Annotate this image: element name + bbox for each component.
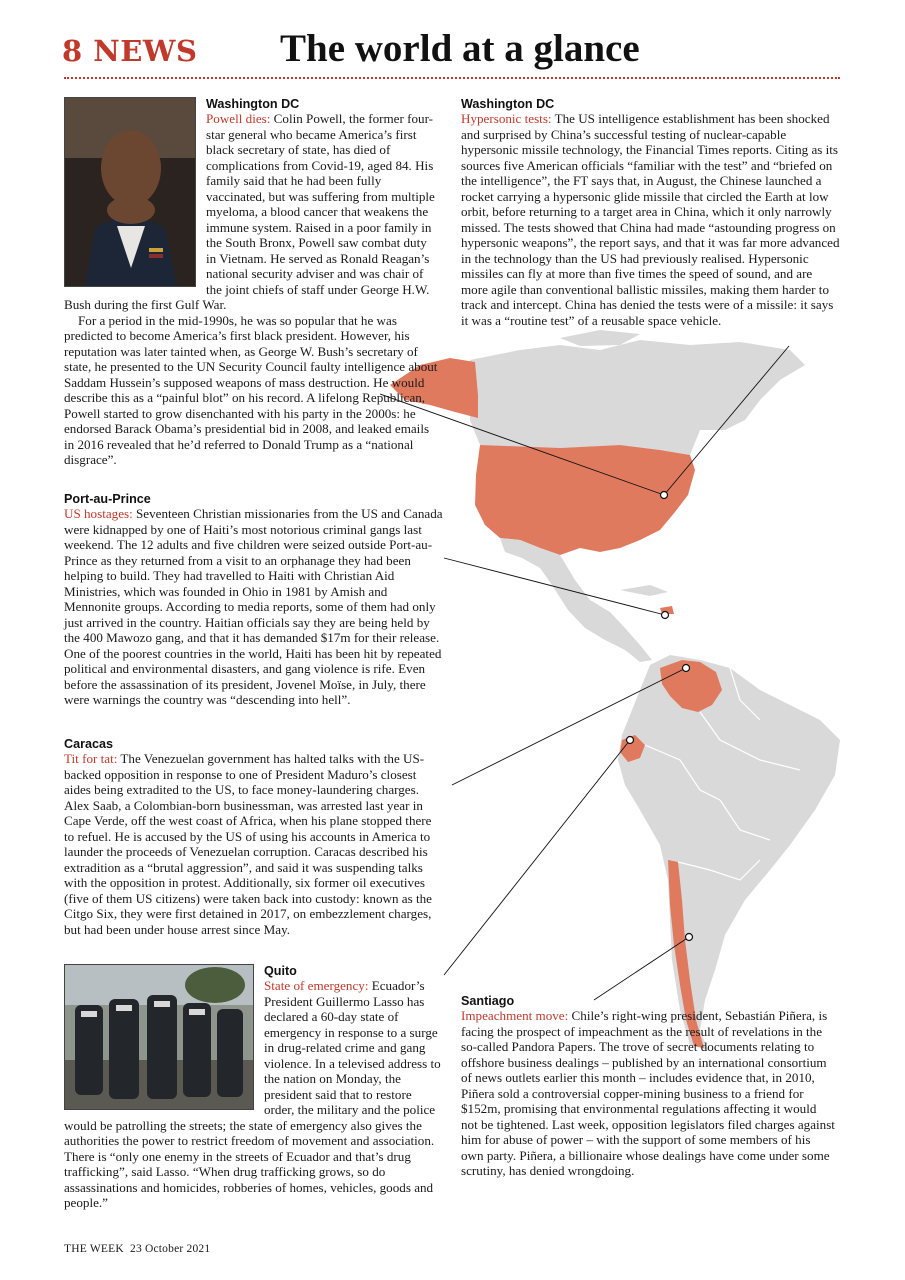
- story-location: Caracas: [64, 737, 114, 751]
- story-location: Washington DC: [206, 97, 300, 111]
- story-lead: State of emergency:: [264, 978, 369, 993]
- story-powell: [64, 97, 439, 468]
- page-number: 8: [62, 34, 83, 68]
- story-body-continued: For a period in the mid-1990s, he was so popular that he was predicted to become America’s first black president. However, his reputation was later tainted when, as George W. Bush’s secretary of state, he presented to the UN Security Council faulty intelligence about Saddam Hussein’s supposed weapons of mass destruction. He would describe this as a “painful blot” on his record. A lifelong Republican, Powell started to grow disenchanted with his party in the 2000s: he endorsed Barack Obama’s presidential bid in 2008, and leaked emails in 2016 revealed that he’d referred to Donald Trump as a “national disgrace”.: [64, 312, 438, 467]
- powell-photo: [64, 97, 196, 287]
- page-footer: [64, 1243, 210, 1255]
- marker-washington: [661, 492, 668, 499]
- map-south-america: [618, 655, 840, 1050]
- story-quito: [64, 964, 444, 1211]
- story-location: Santiago: [461, 994, 515, 1008]
- soldiers-image: [65, 965, 253, 1109]
- story-caracas: [64, 737, 439, 937]
- story-lead: Powell dies:: [206, 111, 271, 126]
- story-santiago: [461, 994, 836, 1179]
- map-usa: [475, 445, 695, 555]
- story-lead: Tit for tat:: [64, 751, 118, 766]
- story-lead: Impeachment move:: [461, 1008, 569, 1023]
- issue-date: 23 October 2021: [130, 1243, 211, 1255]
- map-mexico: [500, 538, 652, 662]
- story-body: Ecuador’s President Guillermo Lasso has declared a 60-day state of emergency in response to a surge in drug-related crime and gang violence. In a televised address to the nation on Monday, the president said that to restore order, the military and the police would be patrolling the streets; the state of emergency also gives the authorities the power to restrict freedom of movement and association. There is “only one enemy in the streets of Ecuador and that’s drug trafficking”, said Lasso. “When drug trafficking grows, so do assassinations and homicides, robberies of homes, vehicles, goods and people.”: [64, 978, 441, 1210]
- map-canada: [470, 340, 805, 455]
- marker-port-au-prince: [662, 612, 669, 619]
- story-location: Port-au-Prince: [64, 492, 151, 506]
- story-body: The US intelligence establishment has been shocked and surprised by China’s successful testing of nuclear-capable hypersonic missile technology, the Financial Times reports. Citing as its sources five American officials “familiar with the test” and “briefed on the intelligence”, the FT says that, in August, the Chinese launched a rocket carrying a hypersonic glide missile that circled the Earth at low orbit, before returning to a target area in China, which it only narrowly missed. The tests showed that China had made “astounding progress on hypersonic weapons”, the report says, and that it was far more advanced in the technology than the US had previously realised. Hypersonic missiles can fly at more than five times the speed of sound, and are more agile than conventional ballistic missiles, making them harder to track and intercept. China has denied the tests were of a missile: it says it was a “routine test” of a reusable space vehicle.: [461, 111, 840, 328]
- map-cuba: [620, 585, 668, 596]
- section-name: NEWS: [93, 34, 198, 68]
- story-location: Quito: [264, 964, 297, 978]
- quito-photo: [64, 964, 254, 1110]
- marker-santiago: [686, 934, 693, 941]
- story-haiti: [64, 492, 447, 708]
- story-lead: US hostages:: [64, 506, 133, 521]
- story-hypersonic: [461, 97, 841, 328]
- story-body: The Venezuelan government has halted talks with the US-backed opposition in response to one of President Maduro’s closest aides being extradited to the US, to face money-laundering charges. Alex Saab, a Colombian-born businessman, was arrested last year in Cape Verde, off the west coast of Africa, when his plane stopped there to refuel. He is accused by the US of using his accounts in America to launder the proceeds of Venezuelan corruption. Caracas described his extradition as a “brutal aggression”, and said it was suspending talks with the opposition in protest. Additionally, six former oil executives (five of them US citizens) were taken back into custody: known as the Citgo Six, they were first detained in 2017, on embezzlement charges, but had been under house arrest since May.: [64, 751, 432, 937]
- story-lead: Hypersonic tests:: [461, 111, 552, 126]
- story-body: Colin Powell, the former four-star general who became America’s first black secretary of state, has died of complications from Covid-19, aged 84. His family said that he had been fully vaccinated, but was suffering from multiple myeloma, a blood cancer that weakens the immune system. Raised in a poor family in the South Bronx, Powell saw combat duty in Vietnam. He served as Ronald Reagan’s national security adviser and was chair of the joint chiefs of staff under George H.W. Bush during the first Gulf War.: [64, 111, 435, 312]
- portrait-image: [65, 98, 195, 286]
- story-location: Washington DC: [461, 97, 555, 111]
- story-body: Chile’s right-wing president, Sebastián Piñera, is facing the prospect of impeachment as the result of revelations in the so-called Pandora Papers. The trove of secret documents relating to offshore business dealings – published by an international consortium of news outlets earlier this month – includes evidence that, in 2010, Piñera sold a controversial copper-mining business to a friend for $152m, promising that environmental regulations affecting it would not be tightened. Last week, opposition legislators filed charges against him for abuse of power – with the support of some members of his own party. Piñera, a billionaire whose dealings have come under some scrutiny, has denied wrongdoing.: [461, 1008, 835, 1178]
- marker-caracas: [683, 665, 690, 672]
- marker-quito: [627, 737, 634, 744]
- page-title: The world at a glance: [280, 27, 640, 70]
- story-body: Seventeen Christian missionaries from the US and Canada were kidnapped by one of Haiti’s most notorious criminal gangs last weekend. The 12 adults and five children were seized outside Port-au-Prince as they returned from a visit to an orphanage they had been helping to build. They had travelled to Haiti with Christian Aid Ministries, which was founded in Ohio in 1981 by Amish and Mennonite groups. According to media reports, some of them had only just arrived in the country. Haitian officials say they are being held by the 400 Mawozo gang, and that it has demanded $17m for their release. One of the poorest countries in the world, Haiti has been hit by repeated political and environmental disasters, and gang violence is rife. Even before the assassination of its president, Jovenel Moïse, in July, there were warnings the country was “descending into hell”.: [64, 506, 443, 707]
- publication-name: THE WEEK: [64, 1243, 124, 1255]
